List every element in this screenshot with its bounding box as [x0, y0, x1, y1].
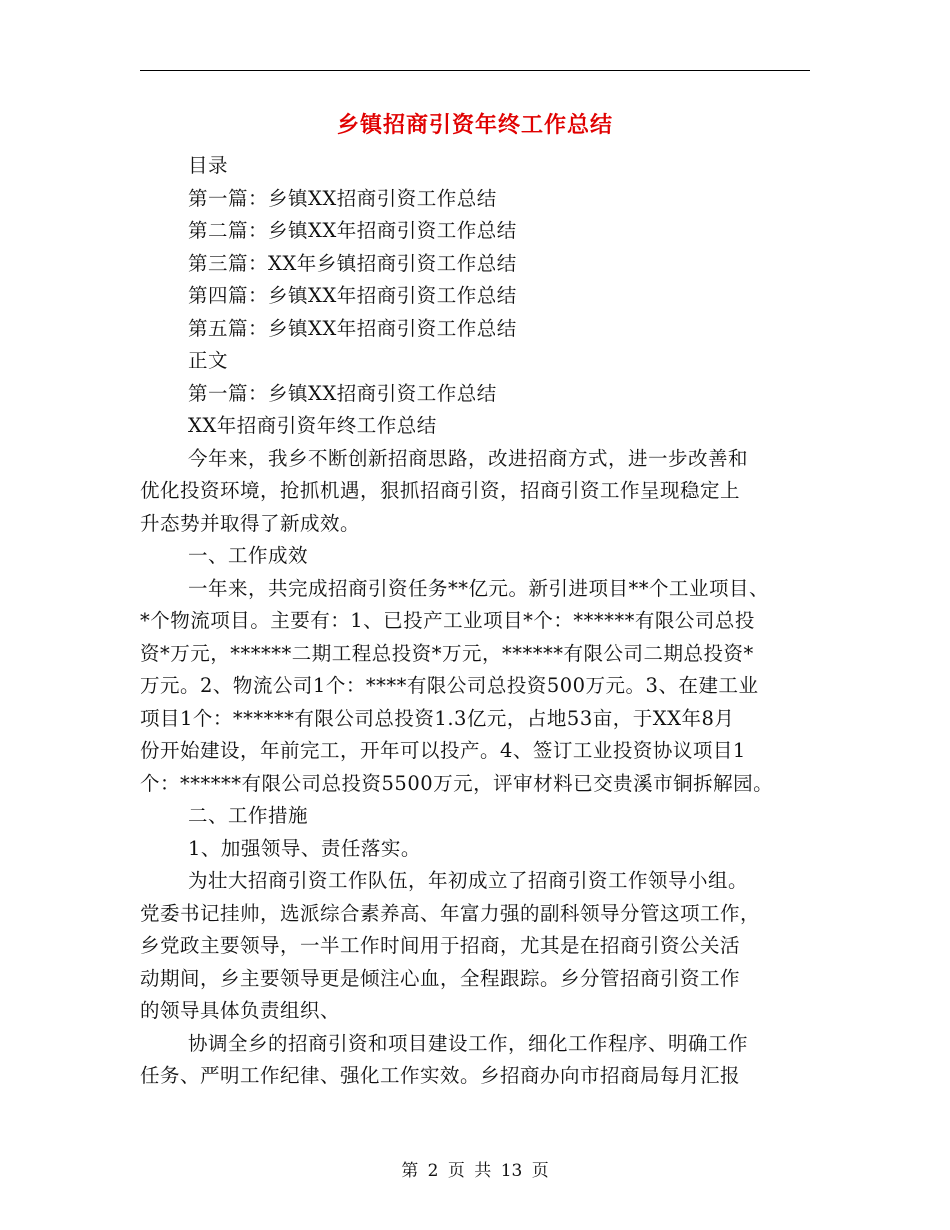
text-line: 任务、严明工作纪律、强化工作实效。乡招商办向市招商局每月汇报: [140, 1064, 741, 1087]
page-footer: 第 2 页 共 13 页: [401, 1161, 549, 1181]
header-rule: [140, 70, 810, 71]
text-line: 一年来，共完成招商引资任务**亿元。新引进项目**个工业项目、: [188, 576, 770, 600]
text-line: *个物流项目。主要有：1、已投产工业项目*个：******有限公司总投: [140, 609, 755, 632]
document-title: 乡镇招商引资年终工作总结: [336, 113, 613, 138]
text-line: 党委书记挂帅，选派综合素养高、年富力强的副科领导分管这项工作，: [140, 901, 761, 925]
text-line: 今年来，我乡不断创新招商思路，改进招商方式，进一步改善和: [188, 446, 749, 470]
text-line: 个：******有限公司总投资5500万元，评审材料已交贵溪市铜拆解园。: [140, 771, 774, 795]
text-line: XX年招商引资年终工作总结: [188, 414, 437, 437]
text-line: 升态势并取得了新成效。: [140, 511, 361, 535]
text-line: 份开始建设，年前完工，开年可以投产。4、签订工业投资协议项目1: [140, 739, 746, 762]
text-line: 动期间，乡主要领导更是倾注心血，全程跟踪。乡分管招商引资工作: [140, 966, 741, 990]
text-line: 第二篇：乡镇XX年招商引资工作总结: [188, 219, 517, 242]
text-line: 优化投资环境，抢抓机遇，狠抓招商引资，招商引资工作呈现稳定上: [140, 479, 741, 502]
document-body: [140, 150, 810, 1093]
text-line: 正文: [188, 349, 229, 372]
text-line: 目录: [188, 154, 229, 177]
text-line: 第一篇：乡镇XX招商引资工作总结: [188, 186, 497, 210]
text-line: 万元。2、物流公司1个：****有限公司总投资500万元。3、在建工业: [140, 674, 759, 697]
text-line: 项目1个：******有限公司总投资1.3亿元，占地53亩，于XX年8月: [140, 706, 735, 730]
text-line: 第一篇：乡镇XX招商引资工作总结: [188, 381, 497, 405]
text-line: 第五篇：乡镇XX年招商引资工作总结: [188, 316, 517, 340]
text-line: 资*万元，******二期工程总投资*万元，******有限公司二期总投资*: [140, 641, 754, 665]
text-line: 第四篇：乡镇XX年招商引资工作总结: [188, 284, 517, 307]
text-line: 乡党政主要领导，一半工作时间用于招商，尤其是在招商引资公关活: [140, 934, 741, 957]
text-line: 第三篇：XX年乡镇招商引资工作总结: [188, 251, 517, 275]
text-line: 1、加强领导、责任落实。: [188, 836, 421, 860]
text-line: 一、工作成效: [188, 544, 309, 567]
text-line: 为壮大招商引资工作队伍，年初成立了招商引资工作领导小组。: [188, 869, 749, 892]
text-line: 的领导具体负责组织、: [140, 999, 341, 1022]
text-line: 协调全乡的招商引资和项目建设工作，细化工作程序、明确工作: [188, 1031, 749, 1055]
text-line: 二、工作措施: [188, 804, 309, 827]
